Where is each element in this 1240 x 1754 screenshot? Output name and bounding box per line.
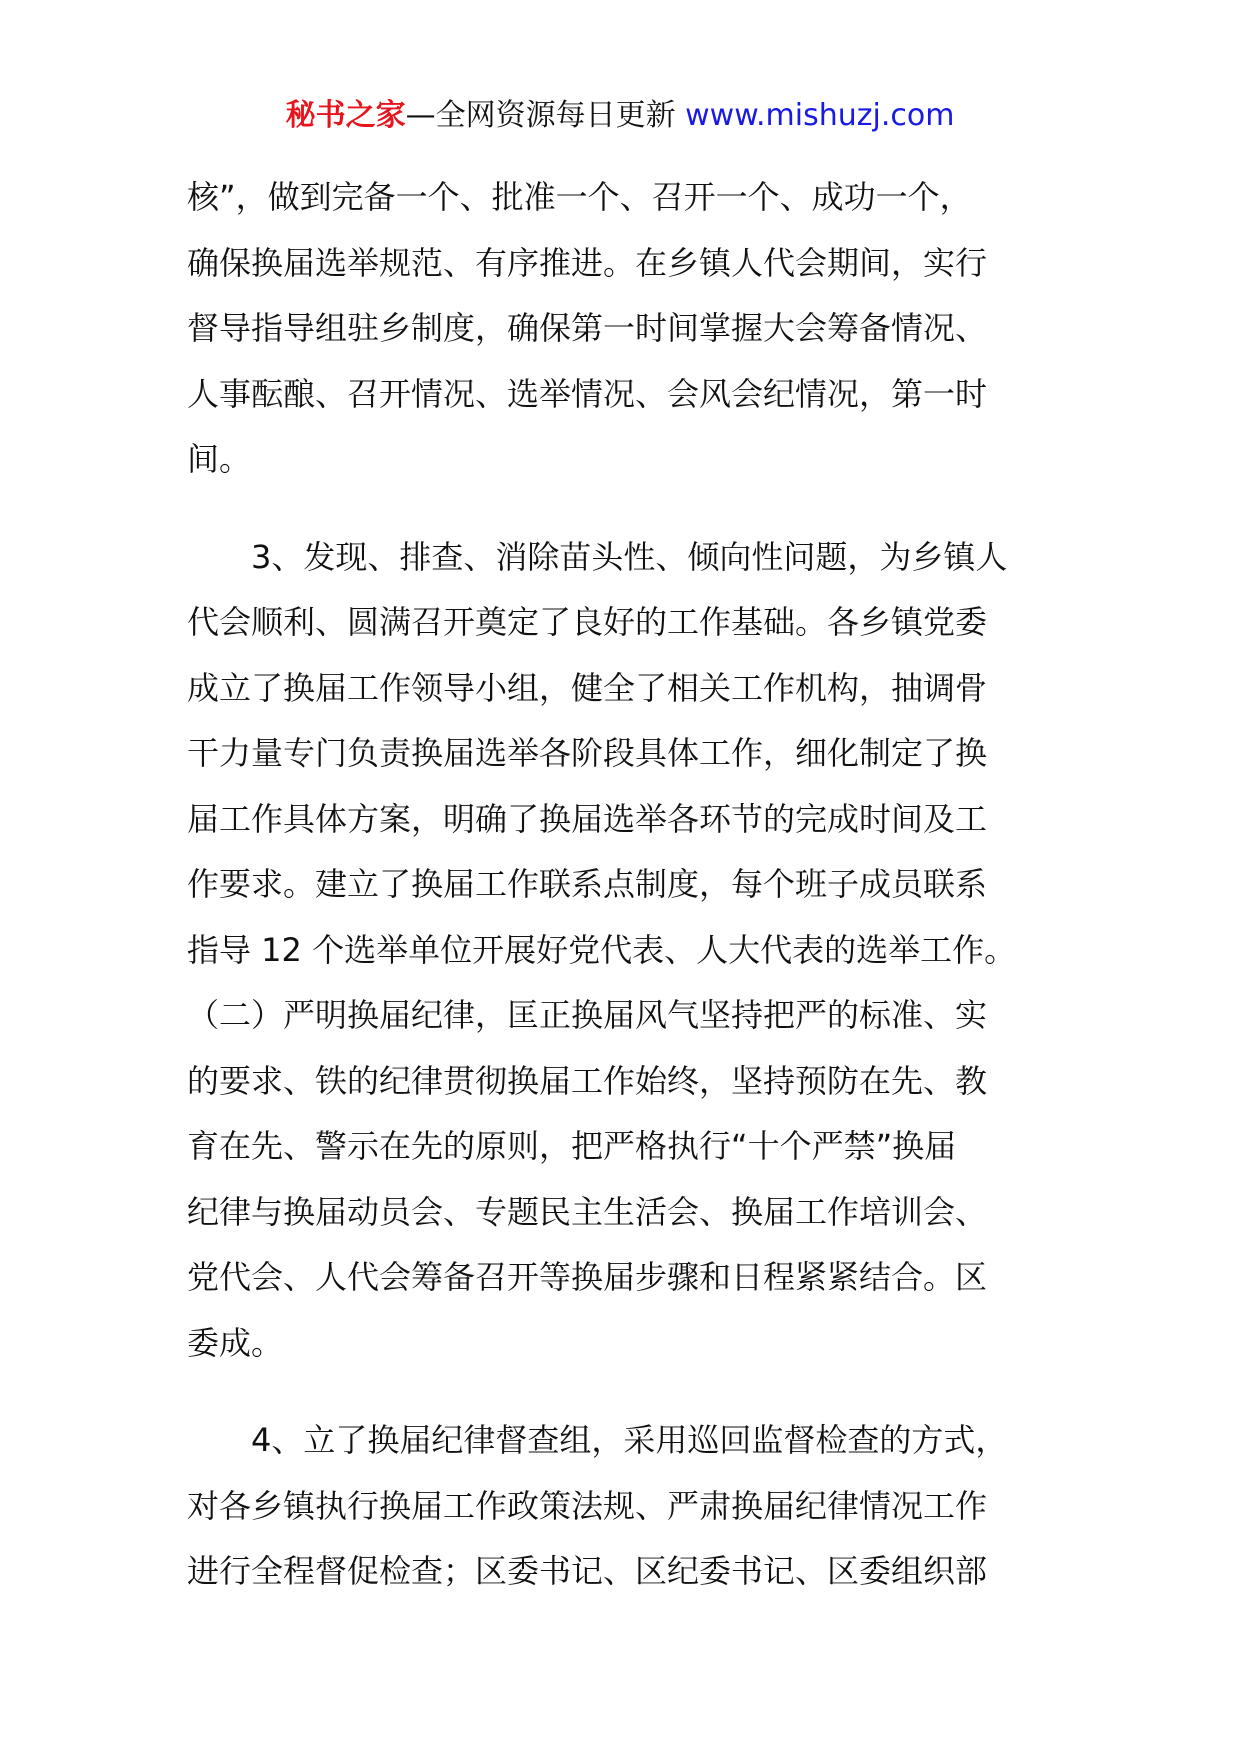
- brand-name: 秘书之家: [285, 98, 406, 133]
- text-line: 届工作具体方案，明确了换届选举各环节的完成时间及工: [187, 799, 988, 838]
- text-line: 育在先、警示在先的原则，把严格执行“十个严禁”换届: [187, 1127, 957, 1165]
- text-line: 间。: [187, 440, 252, 478]
- text-line: 纪律与换届动员会、专题民主生活会、换届工作培训会、: [187, 1192, 988, 1231]
- page-header: [0, 98, 1240, 134]
- document-body: [187, 165, 1067, 1605]
- header-tagline: —全网资源每日更新: [405, 98, 676, 133]
- text-line: 确保换届选举规范、有序推进。在乡镇人代会期间，实行: [187, 243, 988, 282]
- site-url-link[interactable]: www.mishuzj.com: [685, 98, 955, 133]
- text-line: 代会顺利、圆满召开奠定了良好的工作基础。各乡镇党委: [187, 603, 988, 641]
- text-line: 人事酝酿、召开情况、选举情况、会风会纪情况，第一时: [187, 374, 988, 413]
- text-line: 指导 12 个选举单位开展好党代表、人大代表的选举工作。: [187, 930, 1017, 969]
- text-line: 成立了换届工作领导小组，健全了相关工作机构，抽调骨: [187, 668, 988, 707]
- text-line: 作要求。建立了换届工作联系点制度，每个班子成员联系: [187, 865, 988, 903]
- text-line: 督导指导组驻乡制度，确保第一时间掌握大会筹备情况、: [187, 309, 988, 347]
- text-line: 核”，做到完备一个、批准一个、召开一个、成功一个，: [187, 178, 972, 216]
- text-line: 进行全程督促检查；区委书记、区纪委书记、区委组织部: [187, 1552, 988, 1590]
- paragraph-1: [187, 165, 1067, 493]
- text-line: 4、立了换届纪律督查组，采用巡回监督检查的方式，: [251, 1421, 1008, 1459]
- text-line: 委成。: [187, 1323, 284, 1362]
- paragraph-spacer: [187, 1376, 1067, 1408]
- text-line: 3、发现、排查、消除苗头性、倾向性问题，为乡镇人: [251, 537, 1008, 576]
- paragraph-3: [187, 1408, 1067, 1605]
- text-line: 的要求、铁的纪律贯彻换届工作始终，坚持预防在先、教: [187, 1061, 988, 1100]
- text-line: （二）严明换届纪律，匡正换届风气坚持把严的标准、实: [187, 996, 988, 1034]
- text-line: 对各乡镇执行换届工作政策法规、严肃换届纪律情况工作: [187, 1486, 988, 1525]
- paragraph-spacer: [187, 493, 1067, 525]
- text-line: 干力量专门负责换届选举各阶段具体工作，细化制定了换: [187, 734, 988, 772]
- paragraph-2: [187, 525, 1067, 1377]
- text-line: 党代会、人代会筹备召开等换届步骤和日程紧紧结合。区: [187, 1258, 988, 1296]
